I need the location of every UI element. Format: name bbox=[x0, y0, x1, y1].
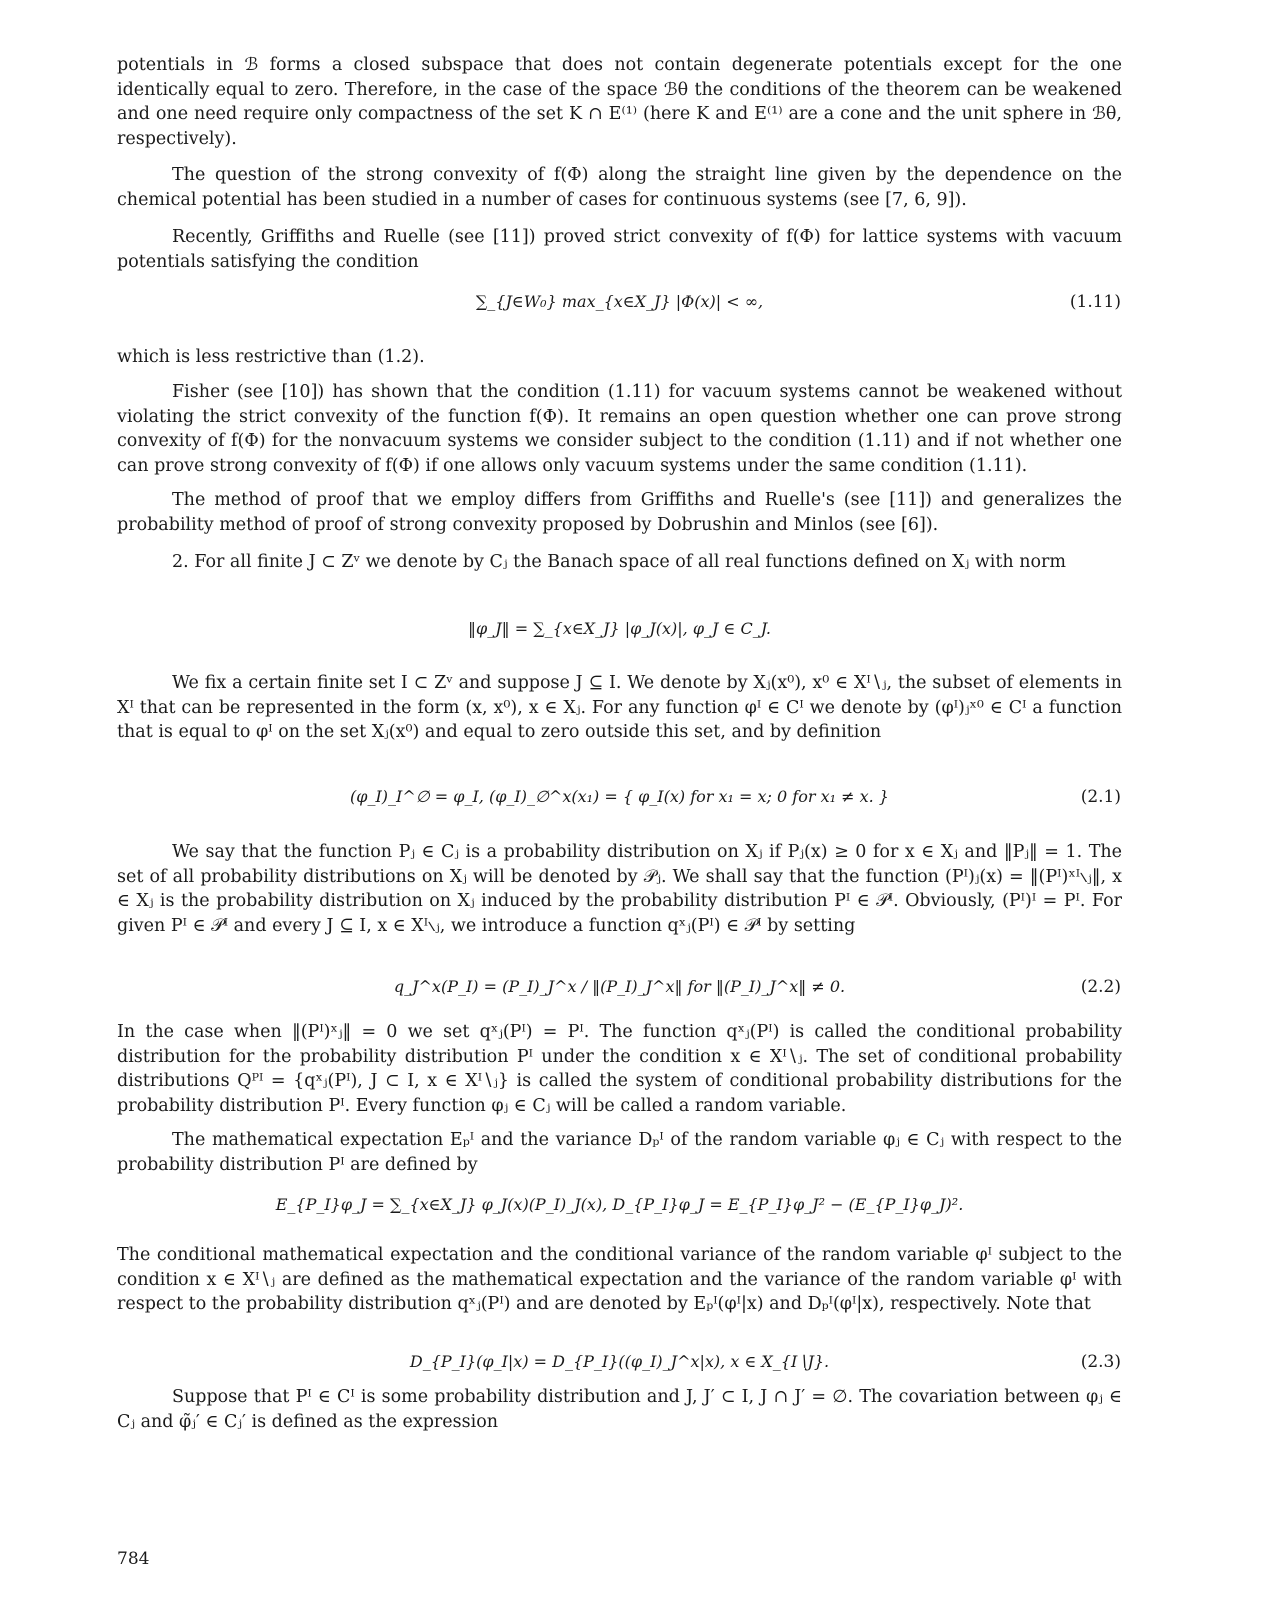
paragraph-2: The question of the strong convexity of f(Φ) along the straight line given by the dependence on the chemical potential has been studied in a number of cases for continuous systems (see [7, 6, 9]). bbox=[117, 165, 1122, 210]
equation-2-2-body: q_J^x(P_I) = (P_I)_J^x / ‖(P_I)_J^x‖ for ‖(P_I)_J^x‖ ≠ 0. bbox=[393, 977, 846, 996]
equation-2-1-body: (φ_I)_I^∅ = φ_I, (φ_I)_∅^x(x₁) = { φ_I(x) for x₁ = x; 0 for x₁ ≠ x. } bbox=[350, 787, 889, 806]
equation-2-3 bbox=[117, 1350, 1122, 1375]
equation-2-1 bbox=[117, 785, 1122, 810]
paragraph-13: Suppose that Pᴵ ∈ Cᴵ is some probability distribution and J, J′ ⊂ I, J ∩ J′ = ∅. The covariation between φⱼ ∈ Cⱼ and φ̃ⱼ′ ∈ Cⱼ′ is defined as the expression bbox=[117, 1387, 1122, 1432]
equation-1-11 bbox=[117, 290, 1122, 315]
equation-2-1-number: (2.1) bbox=[1080, 787, 1121, 807]
paragraph-7: 2. For all finite J ⊂ Zᵛ we denote by Cⱼ the Banach space of all real functions defined on Xⱼ with norm bbox=[172, 552, 1066, 572]
equation-2-2-number: (2.2) bbox=[1080, 977, 1121, 997]
equation-norm-body: ‖φ_J‖ = ∑_{x∈X_J} |φ_J(x)|, φ_J ∈ C_J. bbox=[468, 619, 771, 638]
page-number: 784 bbox=[117, 1549, 150, 1569]
paragraph-9: We say that the function Pⱼ ∈ Cⱼ is a probability distribution on Xⱼ if Pⱼ(x) ≥ 0 for x ∈ Xⱼ and ‖Pⱼ‖ = 1. The set of all probability distributions on Xⱼ will be denoted by 𝒫ⱼ. We shall say that the function (Pᴵ)ⱼ(x) = ‖(Pᴵ)ˣᴵ∖ⱼ‖, x ∈ Xⱼ is the probability distribution on Xⱼ induced by the probability distribution Pᴵ ∈ 𝒫ᴵ. Obviously, (Pᴵ)ᴵ = Pᴵ. For given Pᴵ ∈ 𝒫ᴵ and every J ⊆ I, x ∈ Xᴵ∖ⱼ, we introduce a function qˣⱼ(Pᴵ) ∈ 𝒫ᴵ by setting bbox=[117, 842, 1122, 936]
equation-2-3-number: (2.3) bbox=[1080, 1352, 1121, 1372]
paragraph-1: potentials in ℬ forms a closed subspace that does not contain degenerate potentials except for the one identically equal to zero. Therefore, in the case of the space ℬθ the conditions of the theorem can be weakened and one need require only compactness of the set K ∩ E⁽¹⁾ (here K and E⁽¹⁾ are a cone and the unit sphere in ℬθ, respectively). bbox=[117, 55, 1122, 149]
equation-norm bbox=[117, 617, 1122, 642]
paragraph-11: The mathematical expectation Eₚᴵ and the variance Dₚᴵ of the random variable φⱼ ∈ Cⱼ with respect to the probability distribution Pᴵ are defined by bbox=[117, 1130, 1122, 1175]
paragraph-4: which is less restrictive than (1.2). bbox=[117, 347, 425, 367]
paragraph-3: Recently, Griffiths and Ruelle (see [11]) proved strict convexity of f(Φ) for lattice systems with vacuum potentials satisfying the condition bbox=[117, 227, 1122, 272]
equation-expectation-variance bbox=[117, 1193, 1122, 1218]
paragraph-10: In the case when ‖(Pᴵ)ˣⱼ‖ = 0 we set qˣⱼ(Pᴵ) = Pᴵ. The function qˣⱼ(Pᴵ) is called the conditional probability distribution for the probability distribution Pᴵ under the condition x ∈ Xᴵ∖ⱼ. The set of conditional probability distributions Qᴾᴵ = {qˣⱼ(Pᴵ), J ⊂ I, x ∈ Xᴵ∖ⱼ} is called the system of conditional probability distributions for the probability distribution Pᴵ. Every function φⱼ ∈ Cⱼ will be called a random variable. bbox=[117, 1022, 1122, 1116]
paragraph-8: We fix a certain finite set I ⊂ Zᵛ and suppose J ⊆ I. We denote by Xⱼ(x⁰), x⁰ ∈ Xᴵ∖ⱼ, the subset of elements in Xᴵ that can be represented in the form (x, x⁰), x ∈ Xⱼ. For any function φᴵ ∈ Cᴵ we denote by (φᴵ)ⱼˣ⁰ ∈ Cᴵ a function that is equal to φᴵ on the set Xⱼ(x⁰) and equal to zero outside this set, and by definition bbox=[117, 673, 1122, 742]
equation-2-3-body: D_{P_I}(φ_I|x) = D_{P_I}((φ_I)_J^x|x), x ∈ X_{I∖J}. bbox=[409, 1352, 830, 1371]
paragraph-6: The method of proof that we employ differs from Griffiths and Ruelle's (see [11]) and generalizes the probability method of proof of strong convexity proposed by Dobrushin and Minlos (see [6]). bbox=[117, 490, 1122, 535]
equation-1-11-body: ∑_{J∈W₀} max_{x∈X_J} |Φ(x)| < ∞, bbox=[475, 292, 764, 311]
paragraph-12: The conditional mathematical expectation and the conditional variance of the random variable φᴵ subject to the condition x ∈ Xᴵ∖ⱼ are defined as the mathematical expectation and the variance of the random variable φᴵ with respect to the probability distribution qˣⱼ(Pᴵ) and are denoted by Eₚᴵ(φᴵ|x) and Dₚᴵ(φᴵ|x), respectively. Note that bbox=[117, 1245, 1122, 1314]
equation-1-11-number: (1.11) bbox=[1069, 292, 1121, 312]
equation-expectation-variance-body: E_{P_I}φ_J = ∑_{x∈X_J} φ_J(x)(P_I)_J(x), D_{P_I}φ_J = E_{P_I}φ_J² − (E_{P_I}φ_J)². bbox=[275, 1195, 964, 1214]
paragraph-5: Fisher (see [10]) has shown that the condition (1.11) for vacuum systems cannot be weakened without violating the strict convexity of the function f(Φ). It remains an open question whether one can prove strong convexity of f(Φ) for the nonvacuum systems we consider subject to the condition (1.11) and if not whether one can prove strong convexity of f(Φ) if one allows only vacuum systems under the same condition (1.11). bbox=[117, 382, 1122, 476]
equation-2-2 bbox=[117, 975, 1122, 1000]
